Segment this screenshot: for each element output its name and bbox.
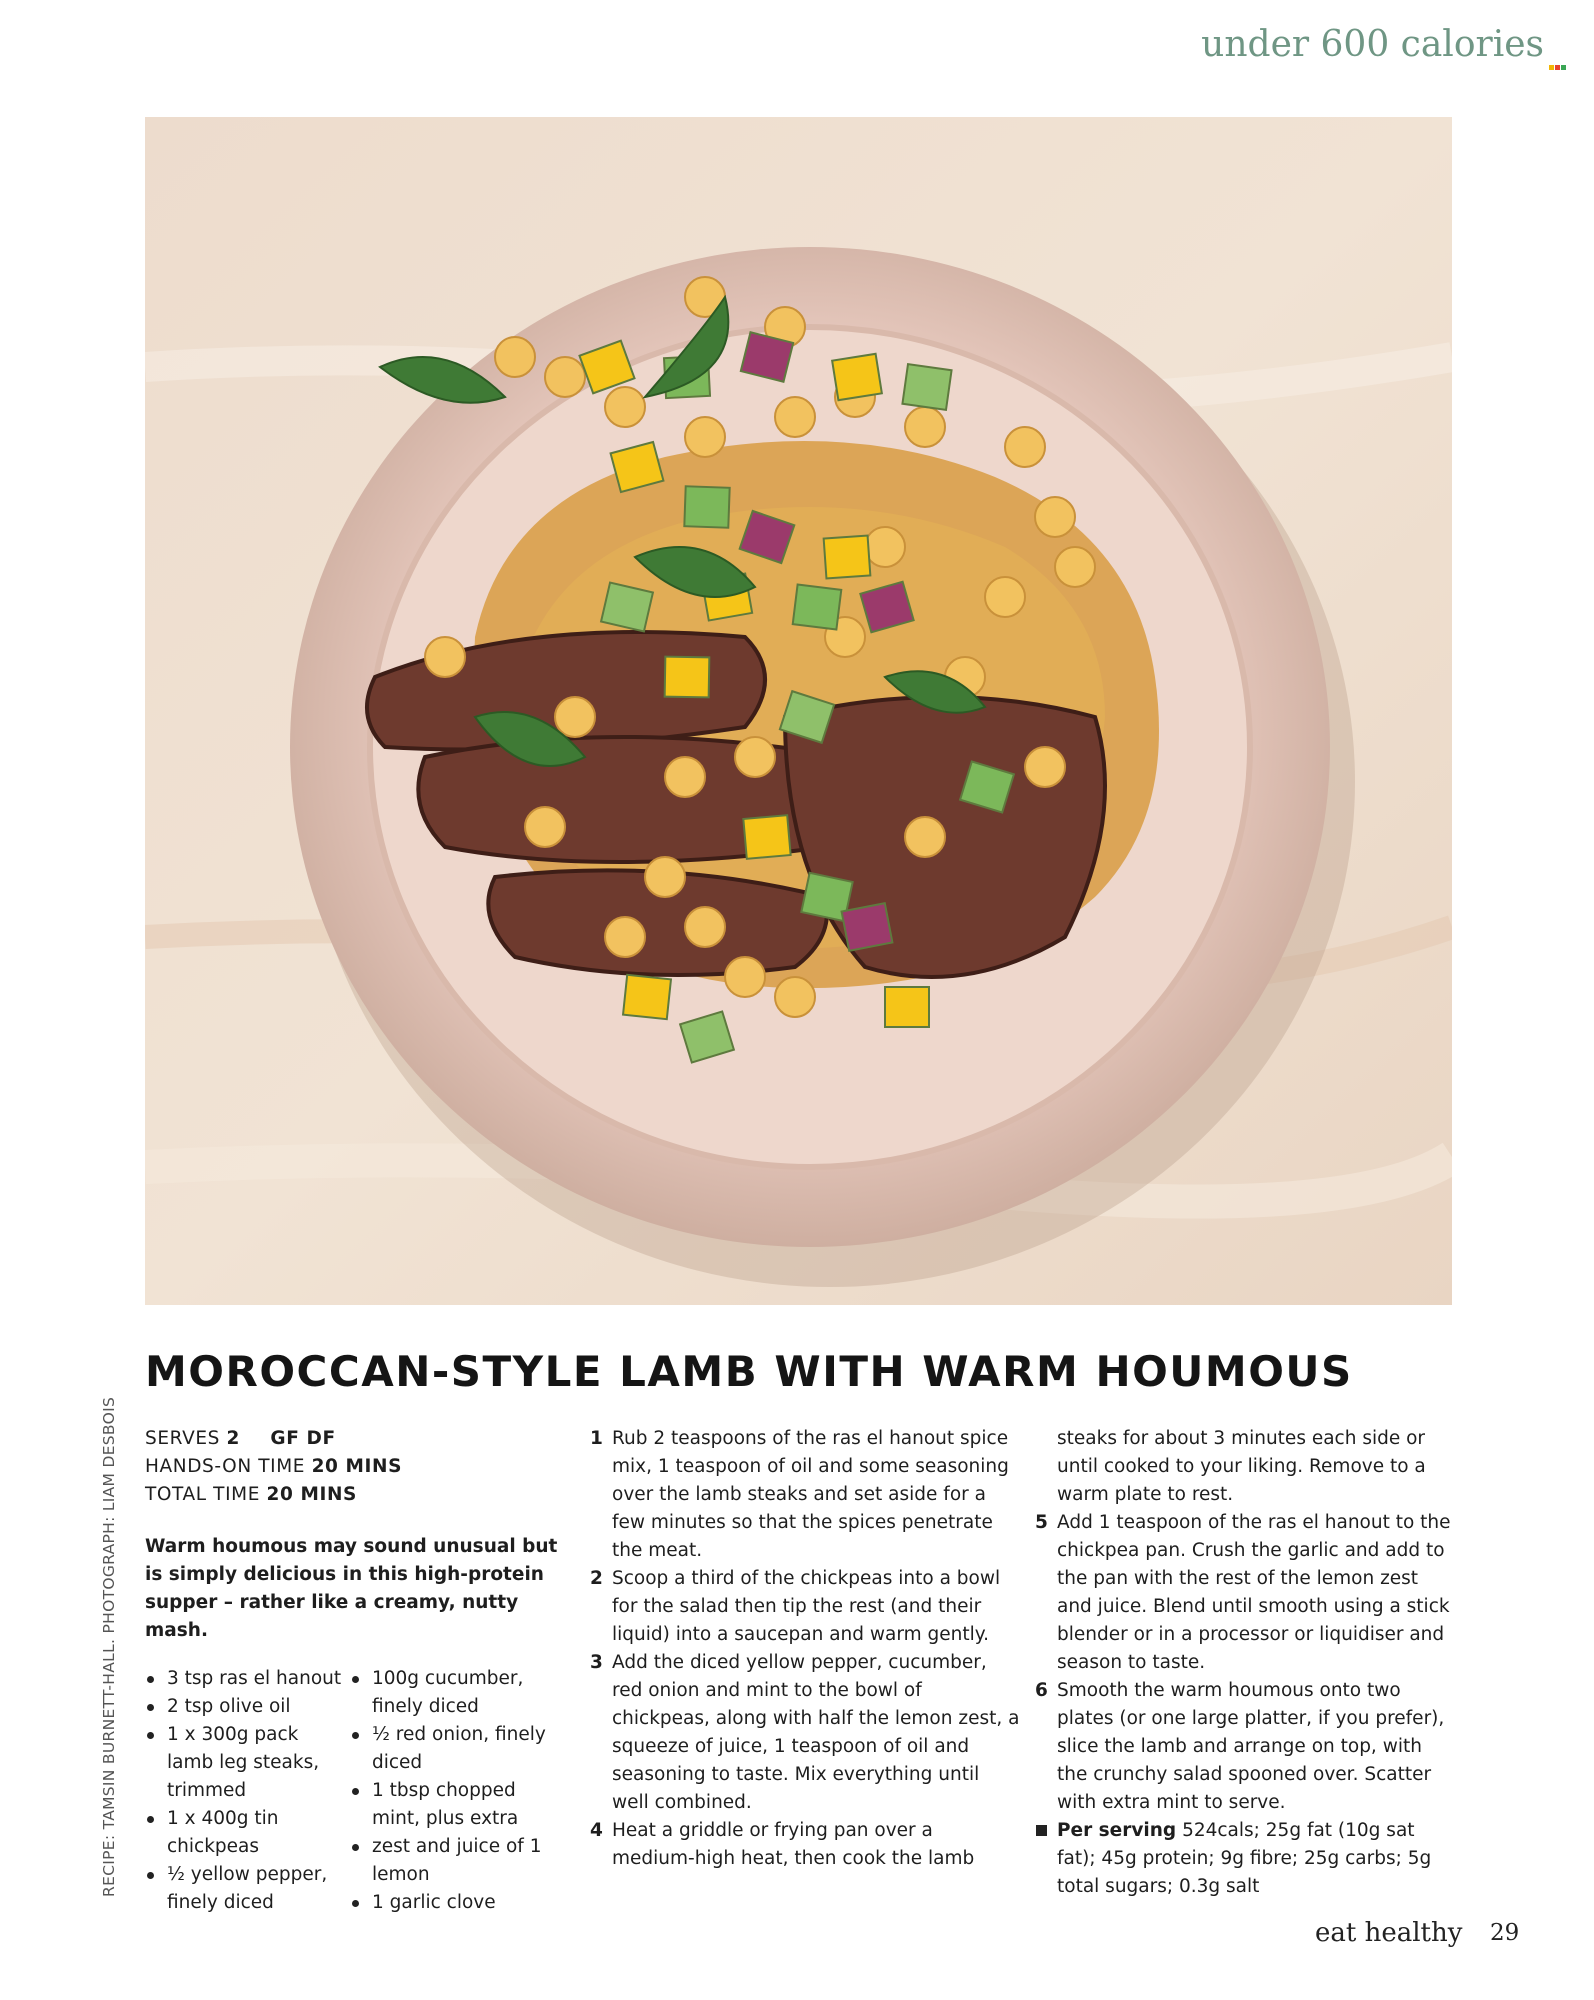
method-steps — [590, 1425, 1020, 1873]
ingredient-item: ½ red onion, finely diced — [350, 1721, 560, 1777]
recipe-title: MOROCCAN-STYLE LAMB WITH WARM HOUMOUS — [145, 1347, 1353, 1396]
ingredient-item: 3 tsp ras el hanout — [145, 1665, 345, 1693]
method-step — [590, 1649, 1020, 1817]
footer-brand: eat healthy — [1315, 1918, 1463, 1948]
photo-credit: RECIPE: TAMSIN BURNETT-HALL. PHOTOGRAPH: LIAM DESBOIS — [100, 1396, 118, 1897]
brand-dot — [1549, 65, 1554, 70]
recipe-photo — [145, 117, 1452, 1305]
step-text: Rub 2 teaspoons of the ras el hanout spice mix, 1 teaspoon of oil and some seasoning over the lamb steaks and set aside for a few minutes so that the spices penetrate the meat. — [612, 1428, 1009, 1561]
section-tag — [1201, 24, 1566, 79]
step-number: 2 — [590, 1568, 603, 1589]
recipe-intro: Warm houmous may sound unusual but is simply delicious in this high-protein supper – rather like a creamy, nutty mash. — [145, 1536, 558, 1641]
ingredients-column-a — [145, 1665, 345, 1917]
hands-on-line — [145, 1453, 565, 1481]
ingredients-list — [145, 1665, 565, 1917]
ingredients-column-b — [350, 1665, 560, 1917]
step-text: Scoop a third of the chickpeas into a bowl for the salad then tip the rest (and their liquid) into a saucepan and warm gently. — [612, 1568, 1001, 1645]
nutrition-label: Per serving — [1057, 1820, 1177, 1841]
method-step-continued: steaks for about 3 minutes each side or until cooked to your liking. Remove to a warm plate to rest. — [1057, 1428, 1426, 1505]
ingredient-item: 100g cucumber, finely diced — [350, 1665, 560, 1721]
serves-label: SERVES — [145, 1428, 220, 1449]
ingredient-item: 2 tsp olive oil — [145, 1693, 345, 1721]
step-number: 5 — [1035, 1512, 1048, 1533]
serves-value: 2 — [226, 1428, 240, 1449]
hands-on-label: HANDS-ON TIME — [145, 1456, 306, 1477]
step-number: 6 — [1035, 1680, 1048, 1701]
ingredient-item: 1 tbsp chopped mint, plus extra — [350, 1777, 560, 1833]
method-column-2 — [1035, 1425, 1455, 1901]
step-number: 3 — [590, 1652, 603, 1673]
dietary-badge: GF DF — [270, 1428, 336, 1449]
ingredient-item: 1 x 300g pack lamb leg steaks, trimmed — [145, 1721, 345, 1805]
method-step — [590, 1565, 1020, 1649]
ingredient-item: ½ yellow pepper, finely diced — [145, 1861, 345, 1917]
step-text: Add 1 teaspoon of the ras el hanout to the chickpea pan. Crush the garlic and add to the pan with the rest of the lemon zest and juice. Blend until smooth using a stick blender or in a processor or liquidiser and season to taste. — [1057, 1512, 1451, 1673]
recipe-info-column — [145, 1425, 565, 1917]
step-number: 4 — [590, 1820, 603, 1841]
method-steps-continued — [1035, 1425, 1455, 1817]
brand-dots — [1548, 38, 1566, 79]
nutrition-info — [1035, 1817, 1455, 1901]
page-number: 29 — [1490, 1920, 1520, 1946]
step-text: Smooth the warm houmous onto two plates (or one large platter, if you prefer), slice the lamb and arrange on top, with the crunchy salad spooned over. Scatter with extra mint to serve. — [1057, 1680, 1445, 1813]
method-step — [1035, 1677, 1455, 1817]
total-time-value: 20 MINS — [266, 1484, 357, 1505]
hands-on-value: 20 MINS — [311, 1456, 403, 1477]
step-text: Heat a griddle or frying pan over a medium-high heat, then cook the lamb — [612, 1820, 975, 1869]
lamb-dish-illustration — [145, 117, 1452, 1305]
square-bullet-icon — [1036, 1825, 1047, 1836]
nutrition-text: 524cals; 25g fat (10g sat fat); 45g protein; 9g fibre; 25g carbs; 5g total sugars; 0.3g salt — [1057, 1820, 1432, 1897]
section-tag-text: under 600 calories — [1201, 24, 1544, 65]
ingredient-item: 1 x 400g tin chickpeas — [145, 1805, 345, 1861]
ingredient-item: zest and juice of 1 lemon — [350, 1833, 560, 1889]
method-column-1 — [590, 1425, 1020, 1873]
method-step — [1035, 1509, 1455, 1677]
brand-dot — [1555, 65, 1560, 70]
brand-dot — [1561, 65, 1566, 70]
total-time-label: TOTAL TIME — [145, 1484, 260, 1505]
step-number: 1 — [590, 1428, 603, 1449]
serves-line — [145, 1425, 565, 1453]
method-step — [590, 1817, 1020, 1873]
step-text: Add the diced yellow pepper, cucumber, red onion and mint to the bowl of chickpeas, along with half the lemon zest, a squeeze of juice, 1 teaspoon of oil and seasoning to taste. Mix everything until well combined. — [612, 1652, 1020, 1813]
total-time-line — [145, 1481, 565, 1509]
method-step — [590, 1425, 1020, 1565]
ingredient-item: 1 garlic clove — [350, 1889, 560, 1917]
